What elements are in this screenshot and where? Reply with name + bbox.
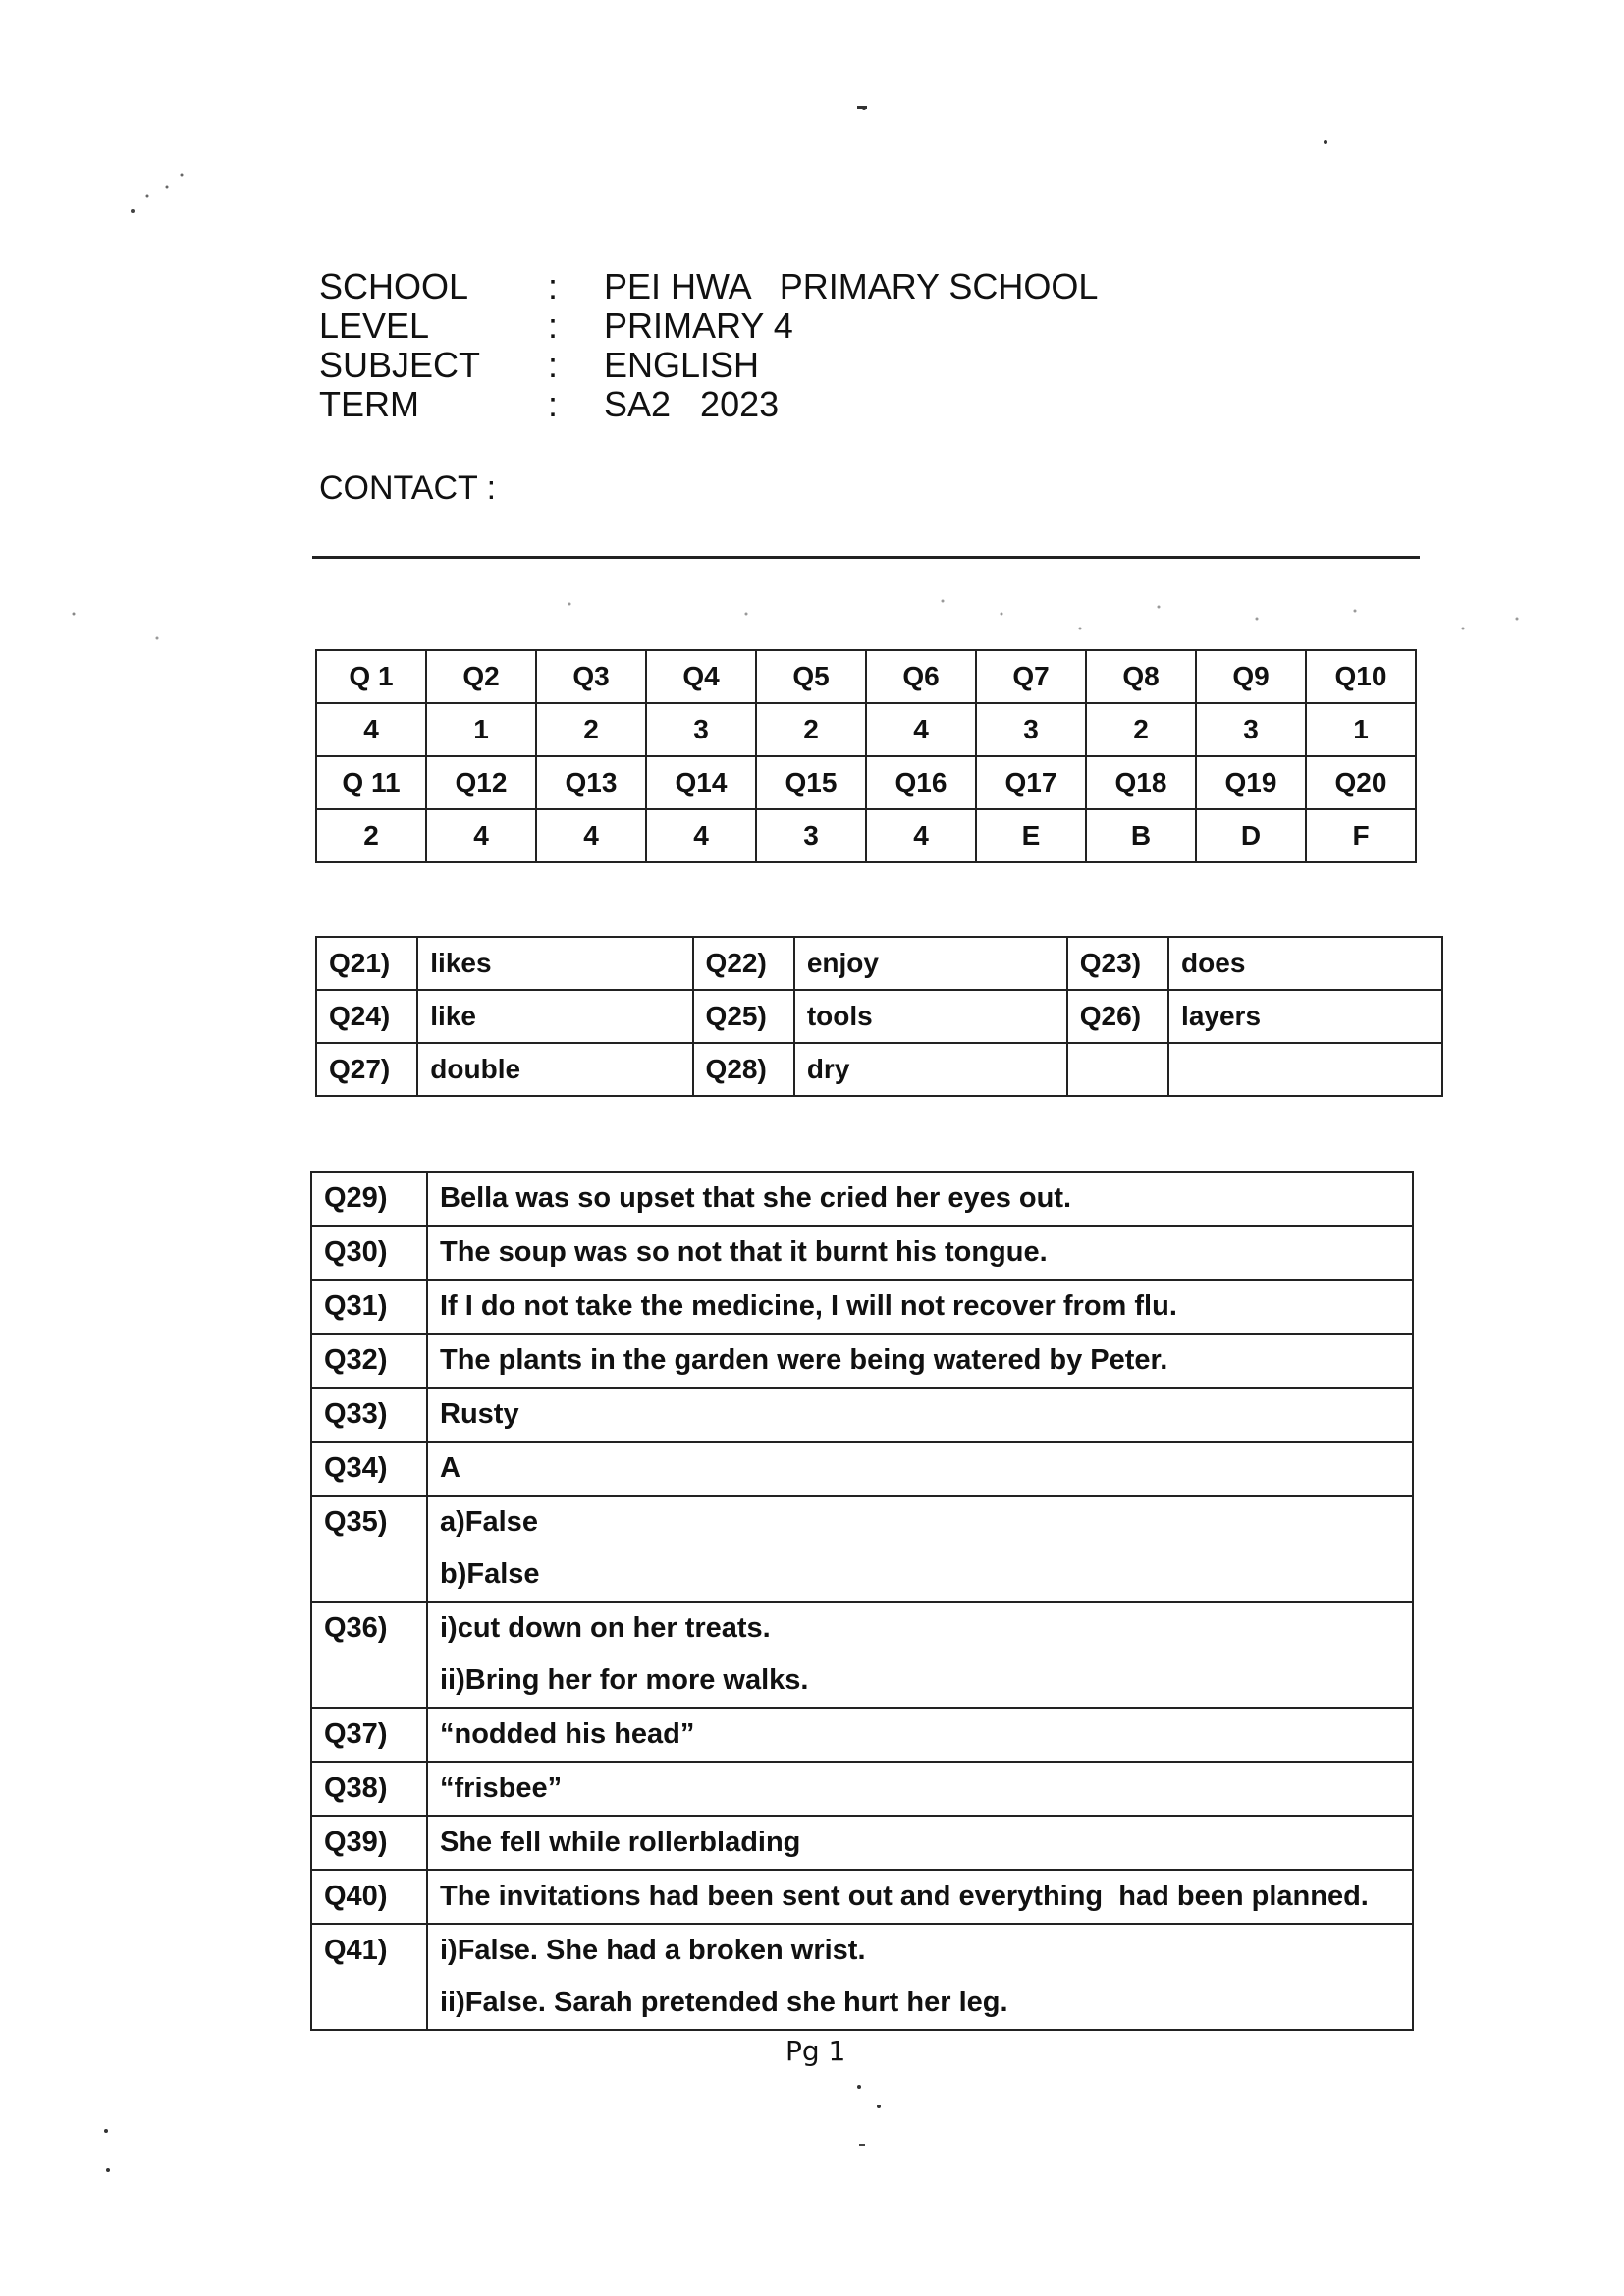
- header-label: SCHOOL: [319, 266, 469, 306]
- question-cell: Q35): [311, 1496, 427, 1602]
- question-cell: Q34): [311, 1442, 427, 1496]
- answer-line: “nodded his head”: [440, 1719, 695, 1750]
- question-cell: Q36): [311, 1602, 427, 1708]
- answer-cell: does: [1168, 937, 1442, 990]
- question-cell: Q2: [426, 650, 536, 703]
- answer-cell: 1: [1306, 703, 1416, 756]
- header-divider: [312, 556, 1420, 559]
- question-cell: Q5: [756, 650, 866, 703]
- table-row: [311, 1816, 1413, 1870]
- answer-cell: tools: [794, 990, 1067, 1043]
- header-label: TERM: [319, 384, 419, 424]
- header-value: PRIMARY 4: [604, 305, 793, 346]
- question-cell: Q15: [756, 756, 866, 809]
- table-row: [316, 756, 1416, 809]
- header-value: PEI HWA PRIMARY SCHOOL: [604, 266, 1099, 306]
- answer-line: b)False: [440, 1558, 540, 1590]
- question-cell: Q24): [316, 990, 417, 1043]
- question-cell: Q9: [1196, 650, 1306, 703]
- open-answer-table: [310, 1171, 1414, 2031]
- document-header: [319, 267, 1098, 424]
- question-cell: Q8: [1086, 650, 1196, 703]
- question-cell: Q38): [311, 1762, 427, 1816]
- question-cell: Q32): [311, 1334, 427, 1388]
- answer-cell: [427, 1172, 1413, 1226]
- table-row: [311, 1762, 1413, 1816]
- answer-cell: [427, 1816, 1413, 1870]
- answer-cell: 4: [866, 809, 976, 862]
- table-row: [316, 809, 1416, 862]
- table-row: [311, 1870, 1413, 1924]
- header-value: SA2 2023: [604, 384, 780, 424]
- answer-cell: [427, 1334, 1413, 1388]
- table-row: [311, 1388, 1413, 1442]
- answer-line: If I do not take the medicine, I will not recover from flu.: [440, 1290, 1177, 1322]
- table-row: [311, 1602, 1413, 1708]
- question-cell: Q25): [693, 990, 794, 1043]
- answer-line: ii)Bring her for more walks.: [440, 1665, 809, 1696]
- question-cell: Q30): [311, 1226, 427, 1280]
- header-row-level: LEVEL : PRIMARY 4: [319, 305, 793, 346]
- table-row: [311, 1496, 1413, 1602]
- question-cell: Q6: [866, 650, 976, 703]
- header-label: SUBJECT: [319, 345, 481, 385]
- question-cell: Q31): [311, 1280, 427, 1334]
- answer-cell: [427, 1442, 1413, 1496]
- question-cell: Q4: [646, 650, 756, 703]
- answer-line: a)False: [440, 1506, 538, 1538]
- question-cell: Q39): [311, 1816, 427, 1870]
- question-cell: Q22): [693, 937, 794, 990]
- question-cell: Q20: [1306, 756, 1416, 809]
- mcq-answer-table: [315, 649, 1417, 863]
- answer-cell: 4: [426, 809, 536, 862]
- question-cell: Q7: [976, 650, 1086, 703]
- answer-cell: likes: [417, 937, 692, 990]
- question-cell: Q26): [1067, 990, 1168, 1043]
- page-number: Pg 1: [785, 2035, 846, 2067]
- answer-cell: [427, 1762, 1413, 1816]
- answer-cell: [427, 1388, 1413, 1442]
- header-row-subject: SUBJECT : ENGLISH: [319, 345, 760, 385]
- table-row: [311, 1708, 1413, 1762]
- answer-line: i)cut down on her treats.: [440, 1613, 771, 1644]
- vocab-answer-table: [315, 936, 1443, 1097]
- answer-cell: B: [1086, 809, 1196, 862]
- table-row: [311, 1280, 1413, 1334]
- answer-line: The plants in the garden were being watered by Peter.: [440, 1344, 1168, 1376]
- answer-cell: 4: [646, 809, 756, 862]
- table-row: [311, 1442, 1413, 1496]
- empty-cell: [1168, 1043, 1442, 1096]
- answer-cell: 2: [316, 809, 426, 862]
- answer-line: i)False. She had a broken wrist.: [440, 1935, 866, 1966]
- table-row: [316, 937, 1442, 990]
- question-cell: Q3: [536, 650, 646, 703]
- question-cell: Q33): [311, 1388, 427, 1442]
- question-cell: Q19: [1196, 756, 1306, 809]
- answer-cell: 2: [756, 703, 866, 756]
- answer-cell: E: [976, 809, 1086, 862]
- question-cell: Q21): [316, 937, 417, 990]
- question-cell: Q40): [311, 1870, 427, 1924]
- answer-cell: 1: [426, 703, 536, 756]
- answer-line: The invitations had been sent out and everything had been planned.: [440, 1881, 1369, 1912]
- question-cell: Q27): [316, 1043, 417, 1096]
- question-cell: Q 11: [316, 756, 426, 809]
- answer-cell: 4: [866, 703, 976, 756]
- empty-cell: [1067, 1043, 1168, 1096]
- answer-line: A: [440, 1452, 460, 1484]
- answer-cell: dry: [794, 1043, 1067, 1096]
- answer-cell: [427, 1602, 1413, 1708]
- answer-line: ii)False. Sarah pretended she hurt her leg.: [440, 1987, 1008, 2018]
- answer-cell: [427, 1496, 1413, 1602]
- answer-cell: layers: [1168, 990, 1442, 1043]
- answer-cell: 3: [646, 703, 756, 756]
- answer-cell: F: [1306, 809, 1416, 862]
- table-row: [311, 1334, 1413, 1388]
- answer-cell: 2: [1086, 703, 1196, 756]
- question-cell: Q29): [311, 1172, 427, 1226]
- answer-cell: [427, 1708, 1413, 1762]
- table-row: [316, 703, 1416, 756]
- question-cell: Q13: [536, 756, 646, 809]
- answer-cell: 3: [756, 809, 866, 862]
- answer-cell: [427, 1924, 1413, 2030]
- question-cell: Q41): [311, 1924, 427, 2030]
- header-label: LEVEL: [319, 305, 430, 346]
- question-cell: Q12: [426, 756, 536, 809]
- answer-cell: [427, 1226, 1413, 1280]
- contact-label: CONTACT :: [319, 469, 497, 507]
- table-row: [311, 1172, 1413, 1226]
- table-row: [316, 1043, 1442, 1096]
- answer-cell: like: [417, 990, 692, 1043]
- answer-cell: 4: [316, 703, 426, 756]
- question-cell: Q14: [646, 756, 756, 809]
- answer-line: Bella was so upset that she cried her eyes out.: [440, 1182, 1072, 1214]
- table-row: [316, 990, 1442, 1043]
- answer-cell: D: [1196, 809, 1306, 862]
- table-row: [311, 1924, 1413, 2030]
- question-cell: Q18: [1086, 756, 1196, 809]
- table-row: [311, 1226, 1413, 1280]
- answer-cell: 2: [536, 703, 646, 756]
- header-row-term: TERM : SA2 2023: [319, 384, 780, 424]
- question-cell: Q10: [1306, 650, 1416, 703]
- answer-cell: enjoy: [794, 937, 1067, 990]
- answer-cell: 4: [536, 809, 646, 862]
- header-value: ENGLISH: [604, 345, 760, 385]
- answer-cell: double: [417, 1043, 692, 1096]
- question-cell: Q28): [693, 1043, 794, 1096]
- question-cell: Q16: [866, 756, 976, 809]
- answer-cell: [427, 1280, 1413, 1334]
- question-cell: Q23): [1067, 937, 1168, 990]
- answer-line: She fell while rollerblading: [440, 1827, 801, 1858]
- answer-cell: [427, 1870, 1413, 1924]
- answer-cell: 3: [1196, 703, 1306, 756]
- answer-line: Rusty: [440, 1398, 519, 1430]
- header-row-school: SCHOOL : PEI HWA PRIMARY SCHOOL: [319, 266, 1099, 306]
- answer-cell: 3: [976, 703, 1086, 756]
- question-cell: Q37): [311, 1708, 427, 1762]
- question-cell: Q17: [976, 756, 1086, 809]
- answer-line: “frisbee”: [440, 1773, 563, 1804]
- answer-line: The soup was so not that it burnt his tongue.: [440, 1236, 1048, 1268]
- question-cell: Q 1: [316, 650, 426, 703]
- table-row: [316, 650, 1416, 703]
